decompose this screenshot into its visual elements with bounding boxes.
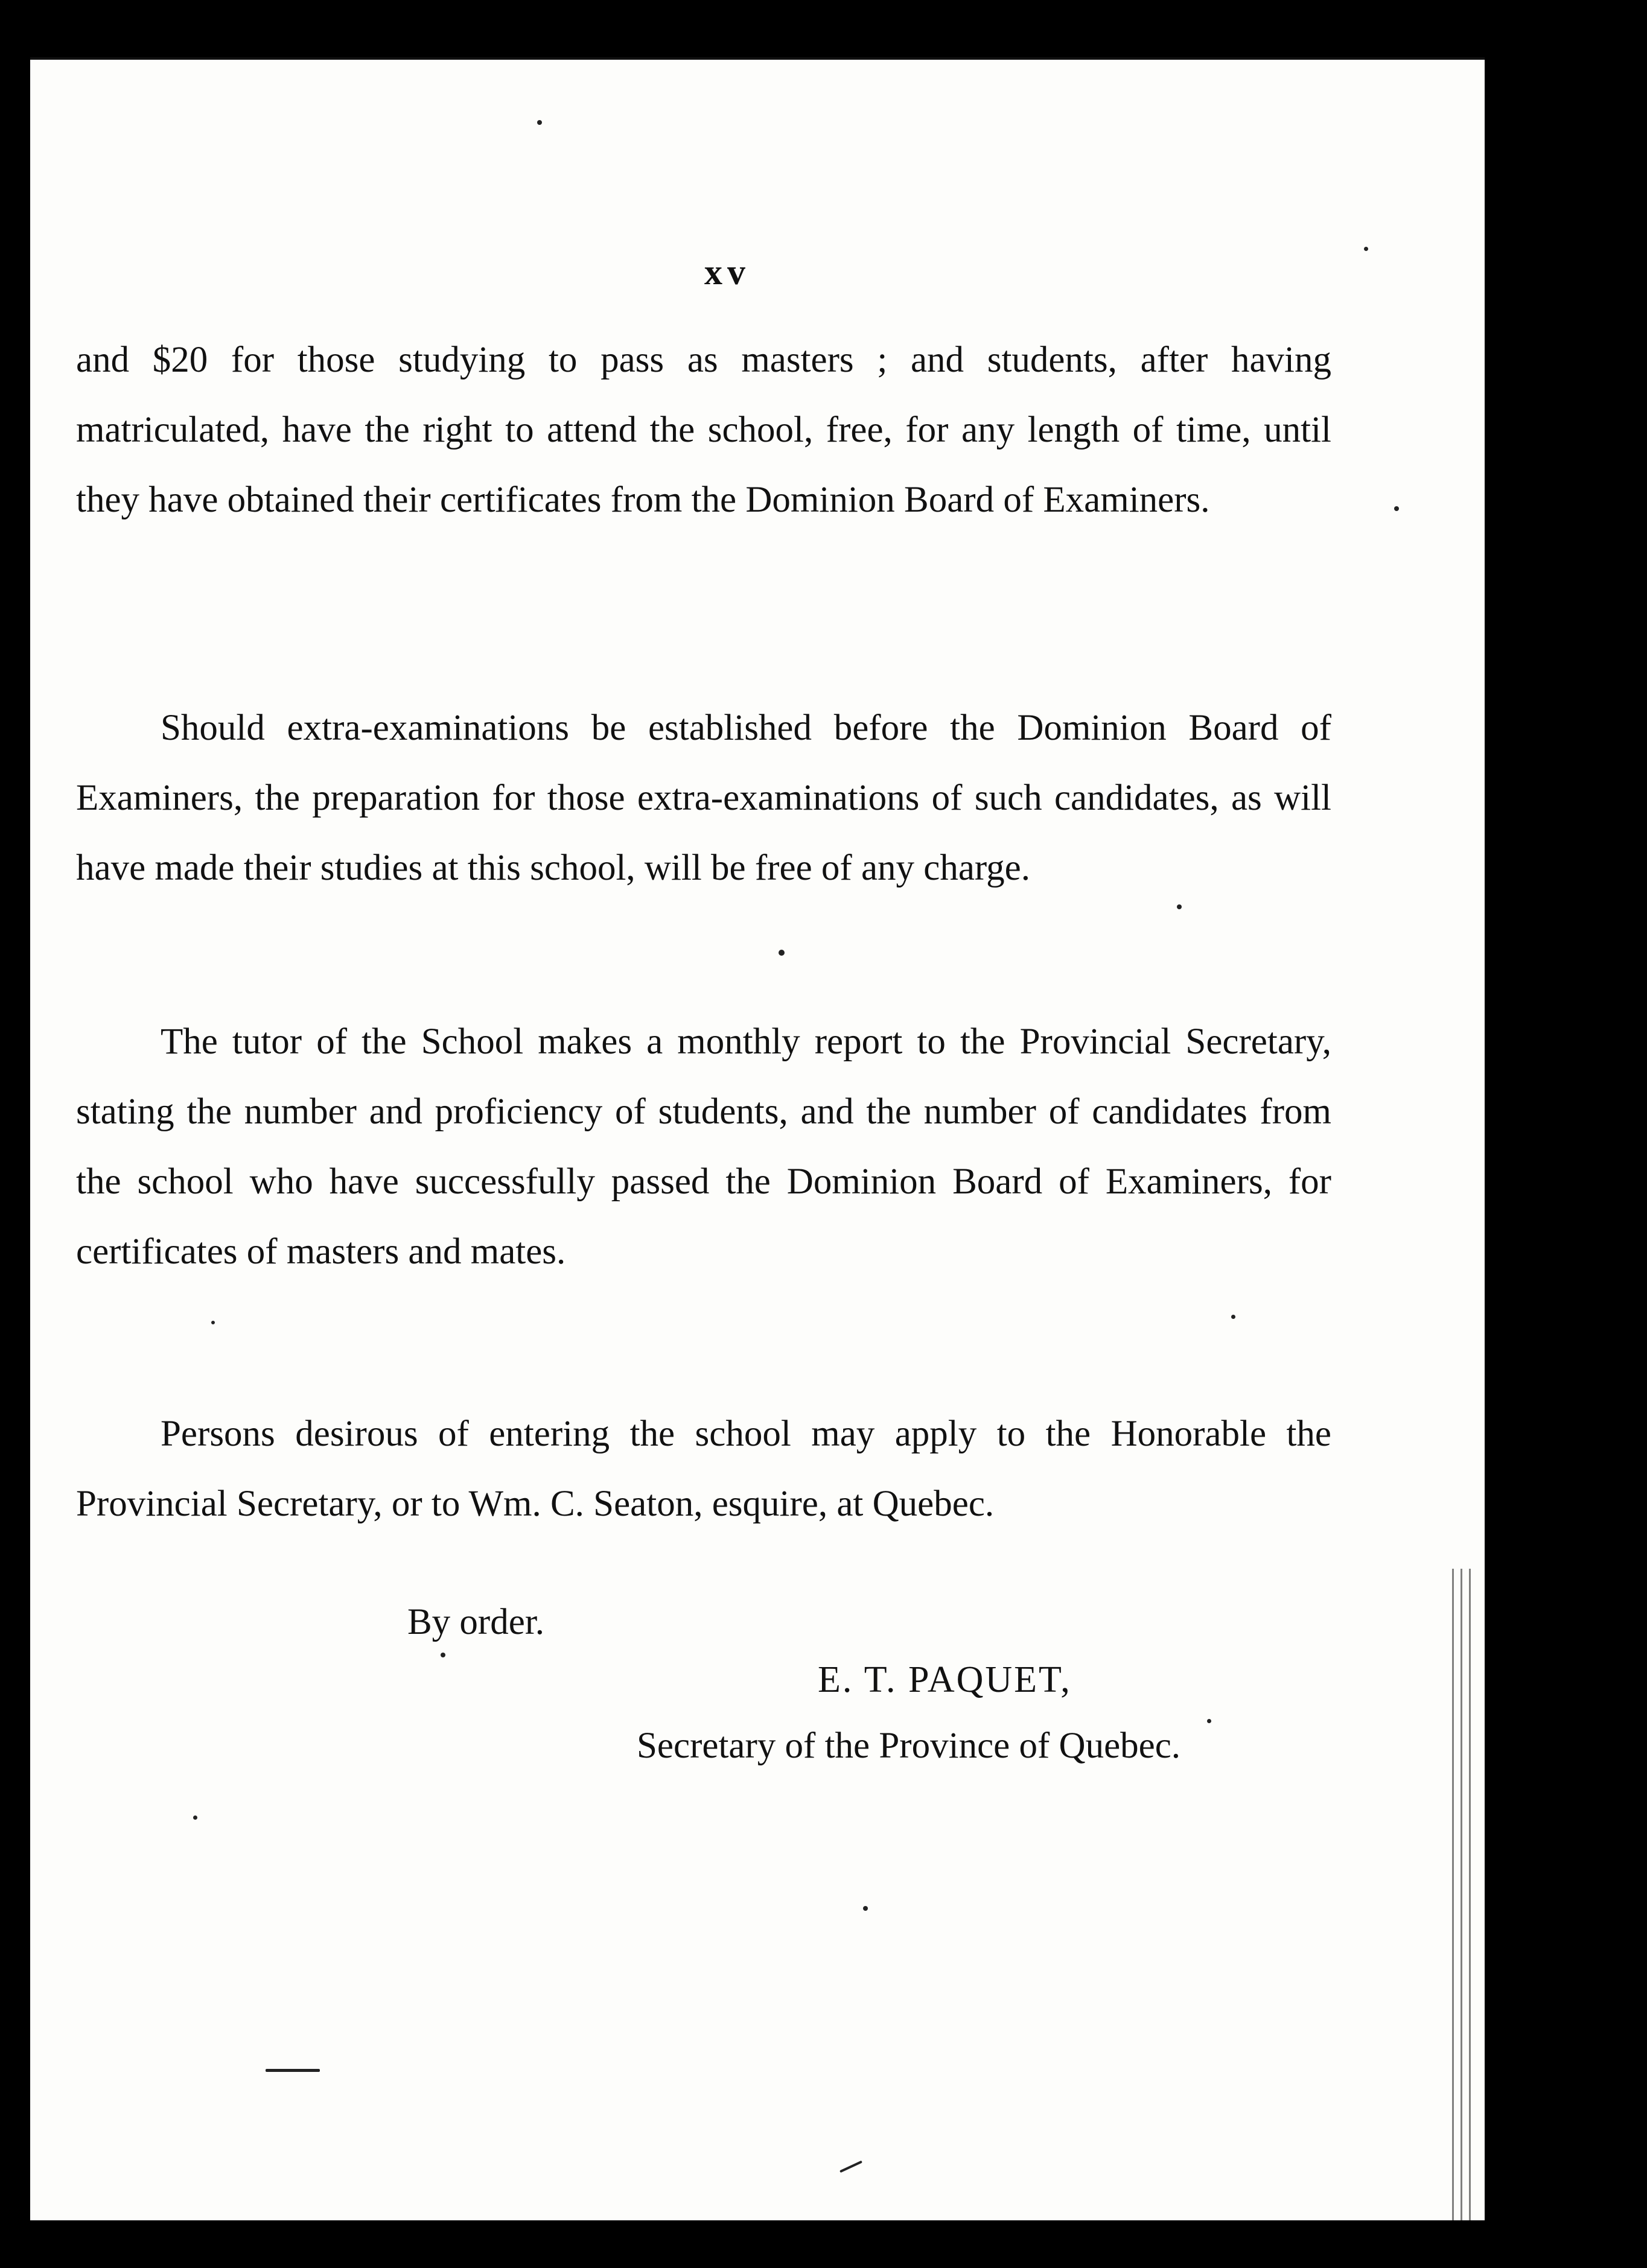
scan-speck [193,1815,197,1820]
scan-speck [863,1906,868,1911]
scan-speck [537,120,542,125]
signatory-title: Secretary of the Province of Quebec. [637,1726,1181,1766]
scan-speck [1177,904,1182,909]
page-number: xv [704,252,750,292]
document-page [30,57,1485,2220]
scan-speck [1364,247,1368,251]
scan-speck [839,2161,862,2173]
paragraph-applications: Persons desirous of entering the school may apply to the Honorable the Provincial Secretary, or to Wm. C. Seaton, esquire, at Quebec. [76,1414,1331,1524]
paragraph-monthly-report: The tutor of the School makes a monthly report to the Provincial Secretary, stating the number and proficiency of students, and the number of candidates from the school who have successfully passed the Dominion Board of Examiners, for certificates of masters and mates. [76,1021,1331,1272]
scan-speck [266,2069,320,2072]
signatory-name: E. T. PAQUET, [818,1659,1072,1700]
scan-speck [1394,506,1399,511]
by-order: By order. [407,1602,545,1642]
page-edge-shadow [1448,1569,1473,2220]
scan-speck [211,1321,215,1324]
scan-speck [441,1653,445,1657]
scan-speck [1207,1719,1211,1723]
paragraph-tuition: and $20 for those studying to pass as masters ; and students, after having matriculated, have the right to attend the school, free, for any length of time, until they have obtained their certificates from the Dominion Board of Examiners. [76,340,1331,520]
scan-speck [779,950,785,956]
paragraph-extra-examinations: Should extra-examinations be established before the Dominion Board of Examiners, the preparation for those extra-examinations of such candidates, as will have made their studies at this school, will be free of any charge. [76,708,1331,888]
scan-speck [1231,1315,1235,1319]
